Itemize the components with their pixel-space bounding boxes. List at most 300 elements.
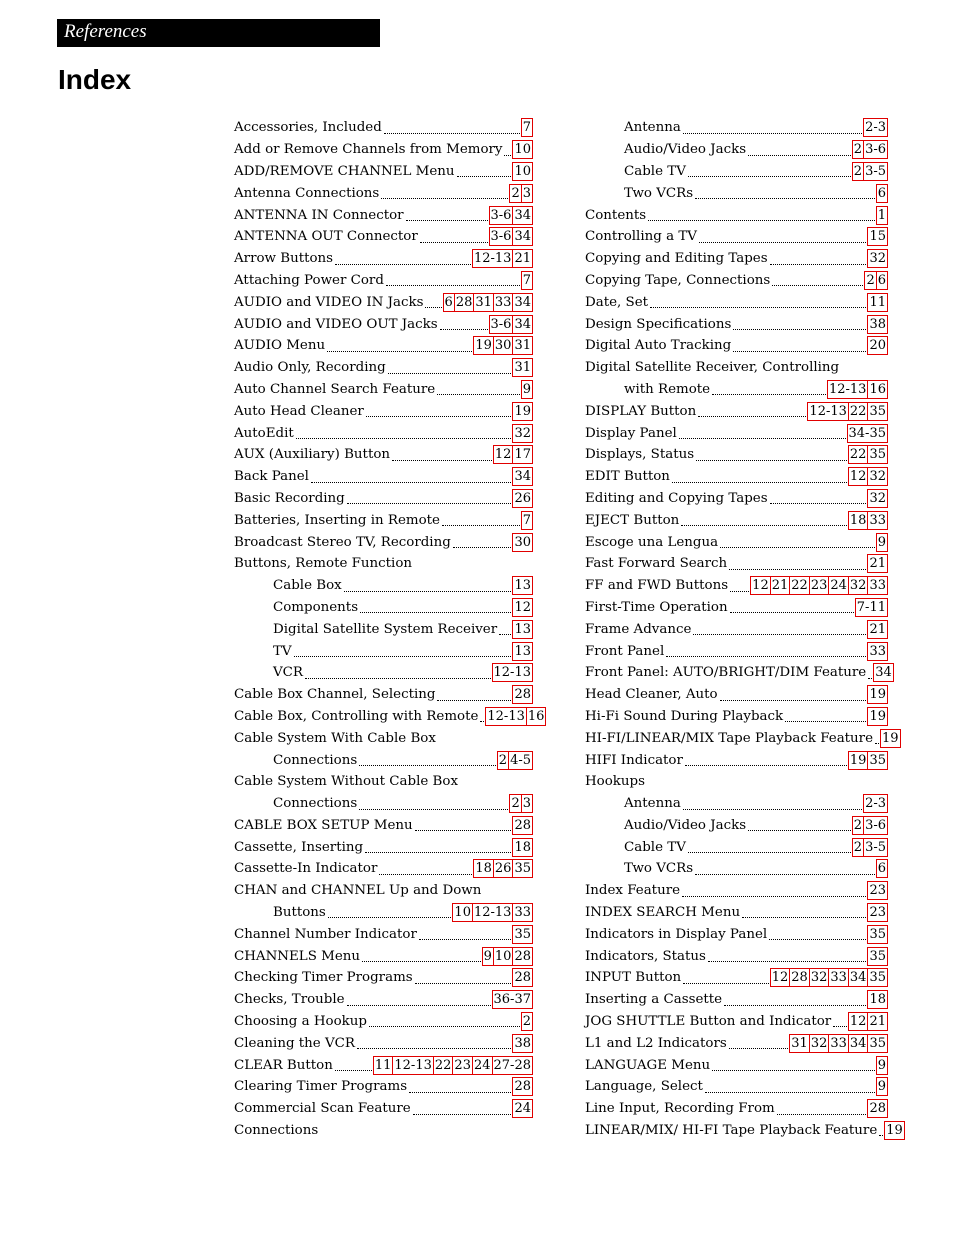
page-link[interactable]: 35 [514,926,531,942]
page-link[interactable]: 6 [877,272,886,288]
dot-leader [366,416,512,417]
page-link[interactable]: 12 [494,447,512,463]
page-link[interactable]: 12-13 [394,1057,432,1073]
page-link[interactable]: 31 [791,1035,808,1051]
page-link[interactable]: 12-13 [473,905,512,921]
page-link[interactable]: 15 [869,229,886,245]
page-link[interactable]: 22 [434,1057,452,1073]
page-link[interactable]: 32 [869,490,886,506]
page-refs [868,227,888,246]
page-link[interactable]: 3-6 [490,207,512,223]
page-refs [868,315,888,334]
dot-leader [695,874,875,875]
index-entry [585,1054,888,1076]
page-link[interactable]: 16 [869,381,886,397]
page-refs [868,903,888,922]
index-entry [234,248,533,270]
page-link[interactable]: 35 [869,752,886,768]
index-entry-label: FF and FWD Buttons [585,578,729,594]
page-link[interactable]: 33 [830,970,847,986]
page-link[interactable]: 13 [514,578,531,594]
page-refs [849,511,888,530]
index-entry-label: Two VCRs [624,861,694,877]
page-link[interactable]: 23 [810,578,828,594]
page-refs [522,380,533,399]
page-link[interactable]: 32 [810,1035,828,1051]
index-entry [234,771,533,793]
page-link[interactable]: 32 [849,578,867,594]
page-link[interactable]: 21 [869,621,886,637]
page-refs [868,554,888,573]
page-refs [510,794,533,813]
dot-leader [359,809,508,810]
dot-leader [442,525,520,526]
page-link[interactable]: 21 [869,556,886,572]
index-entry-label: Back Panel [234,469,309,485]
index-entry [585,400,888,422]
page-refs [522,511,533,530]
index-entry [585,466,888,488]
page-refs [498,751,533,770]
page-refs [885,1121,905,1140]
page-link[interactable]: 33 [830,1035,847,1051]
dot-leader [415,983,512,984]
page-link[interactable]: 23 [454,1057,471,1073]
page-link[interactable]: 28 [514,817,531,833]
page-link[interactable]: 31 [514,360,531,376]
page-link[interactable]: 2 [853,142,863,158]
index-entry [585,967,888,989]
index-entry-label: Two VCRs [624,185,694,201]
page-refs [474,859,533,878]
page-link[interactable]: 9 [877,534,886,550]
index-entry-label: Cassette, Inserting [234,839,364,855]
page-refs [868,489,888,508]
page-link[interactable]: 10 [454,905,471,921]
page-link[interactable]: 33 [869,512,886,528]
page-link[interactable]: 6 [877,185,886,201]
index-entry-label: Cable Box, Controlling with Remote [234,708,479,724]
page-link[interactable]: 28 [455,294,473,310]
dot-leader [688,852,851,853]
page-link[interactable]: 28 [514,1079,531,1095]
index-entry [234,1120,533,1142]
page-link[interactable]: 2 [522,1014,531,1030]
dot-leader [347,503,512,504]
index-entry [234,509,533,531]
page-link[interactable]: 10 [514,142,531,158]
page-link[interactable]: 19 [849,752,867,768]
page-link[interactable]: 21 [771,578,789,594]
dot-leader [335,1070,372,1071]
page-link[interactable]: 28 [869,1101,886,1117]
page-link[interactable]: 2 [853,839,863,855]
index-entry [585,836,888,858]
index-entry [585,335,888,357]
page-link[interactable]: 35 [869,948,886,964]
dot-leader [384,133,520,134]
index-entry-label: HI-FI/LINEAR/MIX Tape Playback Feature [585,730,874,746]
index-entry [234,967,533,989]
page-link[interactable]: 9 [877,1057,886,1073]
page-link[interactable]: 27-28 [493,1057,531,1073]
dot-leader [359,765,496,766]
page-link[interactable]: 12-13 [828,381,867,397]
index-entry-label: Digital Auto Tracking [585,338,732,354]
dot-leader [425,307,441,308]
page-link[interactable]: 36-37 [493,992,531,1008]
index-entry-label: Buttons [273,905,326,921]
index-entry-label: DISPLAY Button [585,403,697,419]
dot-leader [705,1092,875,1093]
page-link[interactable]: 24 [473,1057,491,1073]
page-link[interactable]: 31 [514,338,531,354]
index-entry [585,684,888,706]
page-refs [864,794,888,813]
index-entry-label: Cable System With Cable Box [234,730,436,746]
page-refs [513,968,533,987]
index-entry-label: CABLE BOX SETUP Menu [234,817,413,833]
page-link[interactable]: 30 [514,534,531,550]
index-entry [234,204,533,226]
page-link[interactable]: 35 [869,447,886,463]
page-link[interactable]: 19 [475,338,492,354]
page-link[interactable]: 32 [514,425,531,441]
page-link[interactable]: 35 [869,970,886,986]
index-entry-label: Displays, Status [585,447,695,463]
index-entry [585,204,888,226]
index-entry-label: ANTENNA IN Connector [234,207,404,223]
page-link[interactable]: 3 [522,796,531,812]
index-entry [234,422,533,444]
dot-leader [388,373,512,374]
dot-leader [879,1135,883,1136]
page-refs [513,816,533,835]
page-link[interactable]: 2-3 [865,796,886,812]
index-entry-label: Components [273,599,359,615]
page-refs [513,642,533,661]
page-link[interactable]: 19 [886,1123,903,1139]
page-link[interactable]: 12 [771,970,789,986]
index-entry [234,727,533,749]
page-refs [881,729,901,748]
page-link[interactable]: 7-11 [856,599,886,615]
page-link[interactable]: 7 [522,120,531,136]
index-entry-label: CLEAR Button [234,1057,333,1073]
index-entry-label: CHANNELS Menu [234,948,361,964]
dot-leader [453,547,512,548]
page-refs [453,903,533,922]
page-refs [751,576,888,595]
page-refs [513,838,533,857]
page-link[interactable]: 26 [494,861,512,877]
page-link[interactable]: 34 [514,207,531,223]
index-column-left [234,117,545,1141]
index-entry-label: Basic Recording [234,490,345,506]
page-link[interactable]: 10 [494,948,512,964]
index-entry [234,182,533,204]
page-title: Index [58,64,132,95]
index-entry [585,727,899,749]
page-link[interactable]: 1 [877,207,886,223]
index-entry [585,793,888,815]
page-link[interactable]: 3-6 [490,229,512,245]
page-link[interactable]: 34 [514,469,531,485]
page-link[interactable]: 3-6 [865,817,886,833]
page-refs [874,663,894,682]
page-link[interactable]: 23 [869,883,886,899]
page-refs [513,925,533,944]
page-link[interactable]: 35 [514,861,531,877]
index-entry-label: Add or Remove Channels from Memory [234,142,503,158]
page-refs [513,620,533,639]
dot-leader [868,678,872,679]
page-link[interactable]: 12 [849,1014,867,1030]
dot-leader [875,743,879,744]
page-link[interactable]: 12 [514,599,531,615]
dot-leader [409,1092,511,1093]
dot-leader [360,612,511,613]
page-link[interactable]: 13 [514,621,531,637]
page-link[interactable]: 33 [869,578,886,594]
dot-leader [683,809,862,810]
page-link[interactable]: 19 [882,730,899,746]
page-link[interactable]: 11 [374,1057,392,1073]
page-link[interactable]: 19 [514,403,531,419]
page-refs [865,271,888,290]
index-entry-label: EJECT Button [585,512,680,528]
page-link[interactable]: 23 [869,905,886,921]
page-link[interactable]: 2-3 [865,120,886,136]
page-link[interactable]: 34 [849,970,867,986]
dot-leader [729,569,866,570]
index-entry [234,989,533,1011]
index-entry-label: First-Time Operation [585,599,728,615]
page-link[interactable]: 10 [514,163,531,179]
page-refs [853,816,888,835]
page-link[interactable]: 12 [849,469,867,485]
page-link[interactable]: 19 [869,708,886,724]
page-link[interactable]: 3-6 [865,142,886,158]
page-link[interactable]: 34 [875,665,892,681]
index-entry [585,640,888,662]
page-link[interactable]: 24 [830,578,847,594]
page-link[interactable]: 12-13 [487,708,525,724]
page-link[interactable]: 35 [869,1035,886,1051]
page-link[interactable]: 26 [514,490,531,506]
page-link[interactable]: 2 [498,752,508,768]
index-entry [234,662,533,684]
page-link[interactable]: 22 [849,403,867,419]
index-entry-label: AUDIO and VIDEO IN Jacks [234,294,424,310]
dot-leader [386,285,520,286]
section-header-label: References [64,21,147,42]
page-refs [868,990,888,1009]
index-entry [234,1032,533,1054]
page-link[interactable]: 12-13 [473,251,512,267]
index-entry [585,161,888,183]
dot-leader [730,612,854,613]
page-link[interactable]: 28 [791,970,808,986]
index-entry-label: Digital Satellite System Receiver [273,621,498,637]
page-link[interactable]: 2 [511,185,520,201]
index-entry [234,684,533,706]
index-entry [585,815,888,837]
page-link[interactable]: 22 [849,447,867,463]
page-link[interactable]: 7 [522,512,531,528]
index-entry-label: Digital Satellite Receiver, Controlling [585,360,840,376]
index-entry [585,662,892,684]
page-link[interactable]: 9 [522,381,531,397]
index-entry [585,989,888,1011]
page-link[interactable]: 34 [849,1035,867,1051]
page-link[interactable]: 16 [527,708,545,724]
page-link[interactable]: 11 [869,294,886,310]
page-link[interactable]: 9 [877,1079,886,1095]
page-refs [853,140,888,159]
page-link[interactable]: 12-13 [493,665,531,681]
index-entry [585,749,888,771]
index-entry-label: Checking Timer Programs [234,970,413,986]
page-refs [513,467,533,486]
index-entry-label: Cleaning the VCR [234,1035,355,1051]
page-link[interactable]: 2 [511,796,520,812]
index-entry-label: Contents [585,207,647,223]
dot-leader [335,264,471,265]
page-link[interactable]: 21 [514,251,531,267]
page-link[interactable]: 19 [869,687,886,703]
page-link[interactable]: 13 [514,643,531,659]
page-link[interactable]: 17 [514,447,531,463]
dot-leader [699,242,867,243]
page-link[interactable]: 3-5 [865,839,886,855]
page-link[interactable]: 32 [869,469,886,485]
index-entry [234,1098,533,1120]
page-link[interactable]: 34 [514,294,531,310]
page-link[interactable]: 28 [514,970,531,986]
index-entry-label: JOG SHUTTLE Button and Indicator [585,1014,832,1030]
dot-leader [362,961,481,962]
page-link[interactable]: 2 [853,163,863,179]
page-link[interactable]: 22 [791,578,808,594]
index-entry [585,248,888,270]
page-link[interactable]: 24 [514,1101,531,1117]
page-link[interactable]: 35 [869,403,886,419]
page-link[interactable]: 18 [869,992,886,1008]
dot-leader [480,721,484,722]
index-entry-label: VCR [273,665,303,681]
index-entry [234,400,533,422]
page-link[interactable]: 21 [869,1014,886,1030]
index-entry-label: Audio Only, Recording [234,360,386,376]
index-entry-label: Cable TV [624,839,686,855]
index-entry-label: Checks, Trouble [234,992,345,1008]
index-entry-label: Auto Head Cleaner [234,403,364,419]
page-link[interactable]: 2 [853,817,863,833]
page-link[interactable]: 6 [444,294,453,310]
index-entry [234,575,533,597]
page-link[interactable]: 3 [522,185,531,201]
index-entry [585,1011,888,1033]
index-entry-label: AUDIO and VIDEO OUT Jacks [234,316,438,332]
page-link[interactable]: 38 [869,316,886,332]
page-link[interactable]: 33 [514,905,531,921]
page-link[interactable]: 28 [514,687,531,703]
dot-leader [365,852,511,853]
dot-leader [327,351,472,352]
page-link[interactable]: 18 [514,839,531,855]
index-entry [585,706,888,728]
page-link[interactable]: 35 [869,926,886,942]
page-link[interactable]: 3-6 [490,316,512,332]
page-link[interactable]: 34-35 [848,425,886,441]
page-refs [513,1077,533,1096]
index-entry-label: Editing and Copying Tapes [585,490,768,506]
index-entry-label: Broadcast Stereo TV, Recording [234,534,451,550]
page-link[interactable]: 18 [849,512,867,528]
page-link[interactable]: 38 [514,1035,531,1051]
dot-leader [666,656,866,657]
page-link[interactable]: 34 [514,316,531,332]
index-entry [585,182,888,204]
page-link[interactable]: 6 [877,861,886,877]
page-link[interactable]: 12-13 [809,403,847,419]
page-link[interactable]: 30 [494,338,512,354]
page-link[interactable]: 2 [866,272,875,288]
dot-leader [748,830,851,831]
dot-leader [499,634,511,635]
index-entry-label: Cable Box [273,578,342,594]
page-link[interactable]: 32 [869,251,886,267]
page-link[interactable]: 20 [869,338,886,354]
index-entry-label: Indicators, Status [585,948,706,964]
dot-leader [294,656,512,657]
dot-leader [785,721,866,722]
page-link[interactable]: 12 [752,578,769,594]
page-refs [868,707,888,726]
dot-leader [777,1114,867,1115]
page-refs [868,947,888,966]
page-refs [494,445,533,464]
page-refs [486,707,546,726]
dot-leader [406,220,488,221]
index-entry-label: Antenna [624,796,681,812]
page-link[interactable]: 32 [810,970,828,986]
index-entry [585,923,888,945]
page-link[interactable]: 28 [514,948,531,964]
page-link[interactable]: 9 [483,948,492,964]
page-refs [856,598,888,617]
page-refs [790,1034,888,1053]
page-link[interactable]: 31 [475,294,492,310]
page-refs [473,249,533,268]
page-link[interactable]: 7 [522,272,531,288]
dot-leader [833,1026,847,1027]
page-link[interactable]: 18 [475,861,492,877]
page-link[interactable]: 4-5 [510,752,531,768]
page-link[interactable]: 34 [514,229,531,245]
index-entry-label: Audio/Video Jacks [624,817,747,833]
page-link[interactable]: 33 [869,643,886,659]
index-entry-label: INDEX SEARCH Menu [585,905,741,921]
page-refs [808,402,888,421]
page-link[interactable]: 33 [494,294,512,310]
dot-leader [720,700,867,701]
dot-leader [748,155,851,156]
dot-leader [648,220,875,221]
page-link[interactable]: 3-5 [865,163,886,179]
page-refs [513,424,533,443]
